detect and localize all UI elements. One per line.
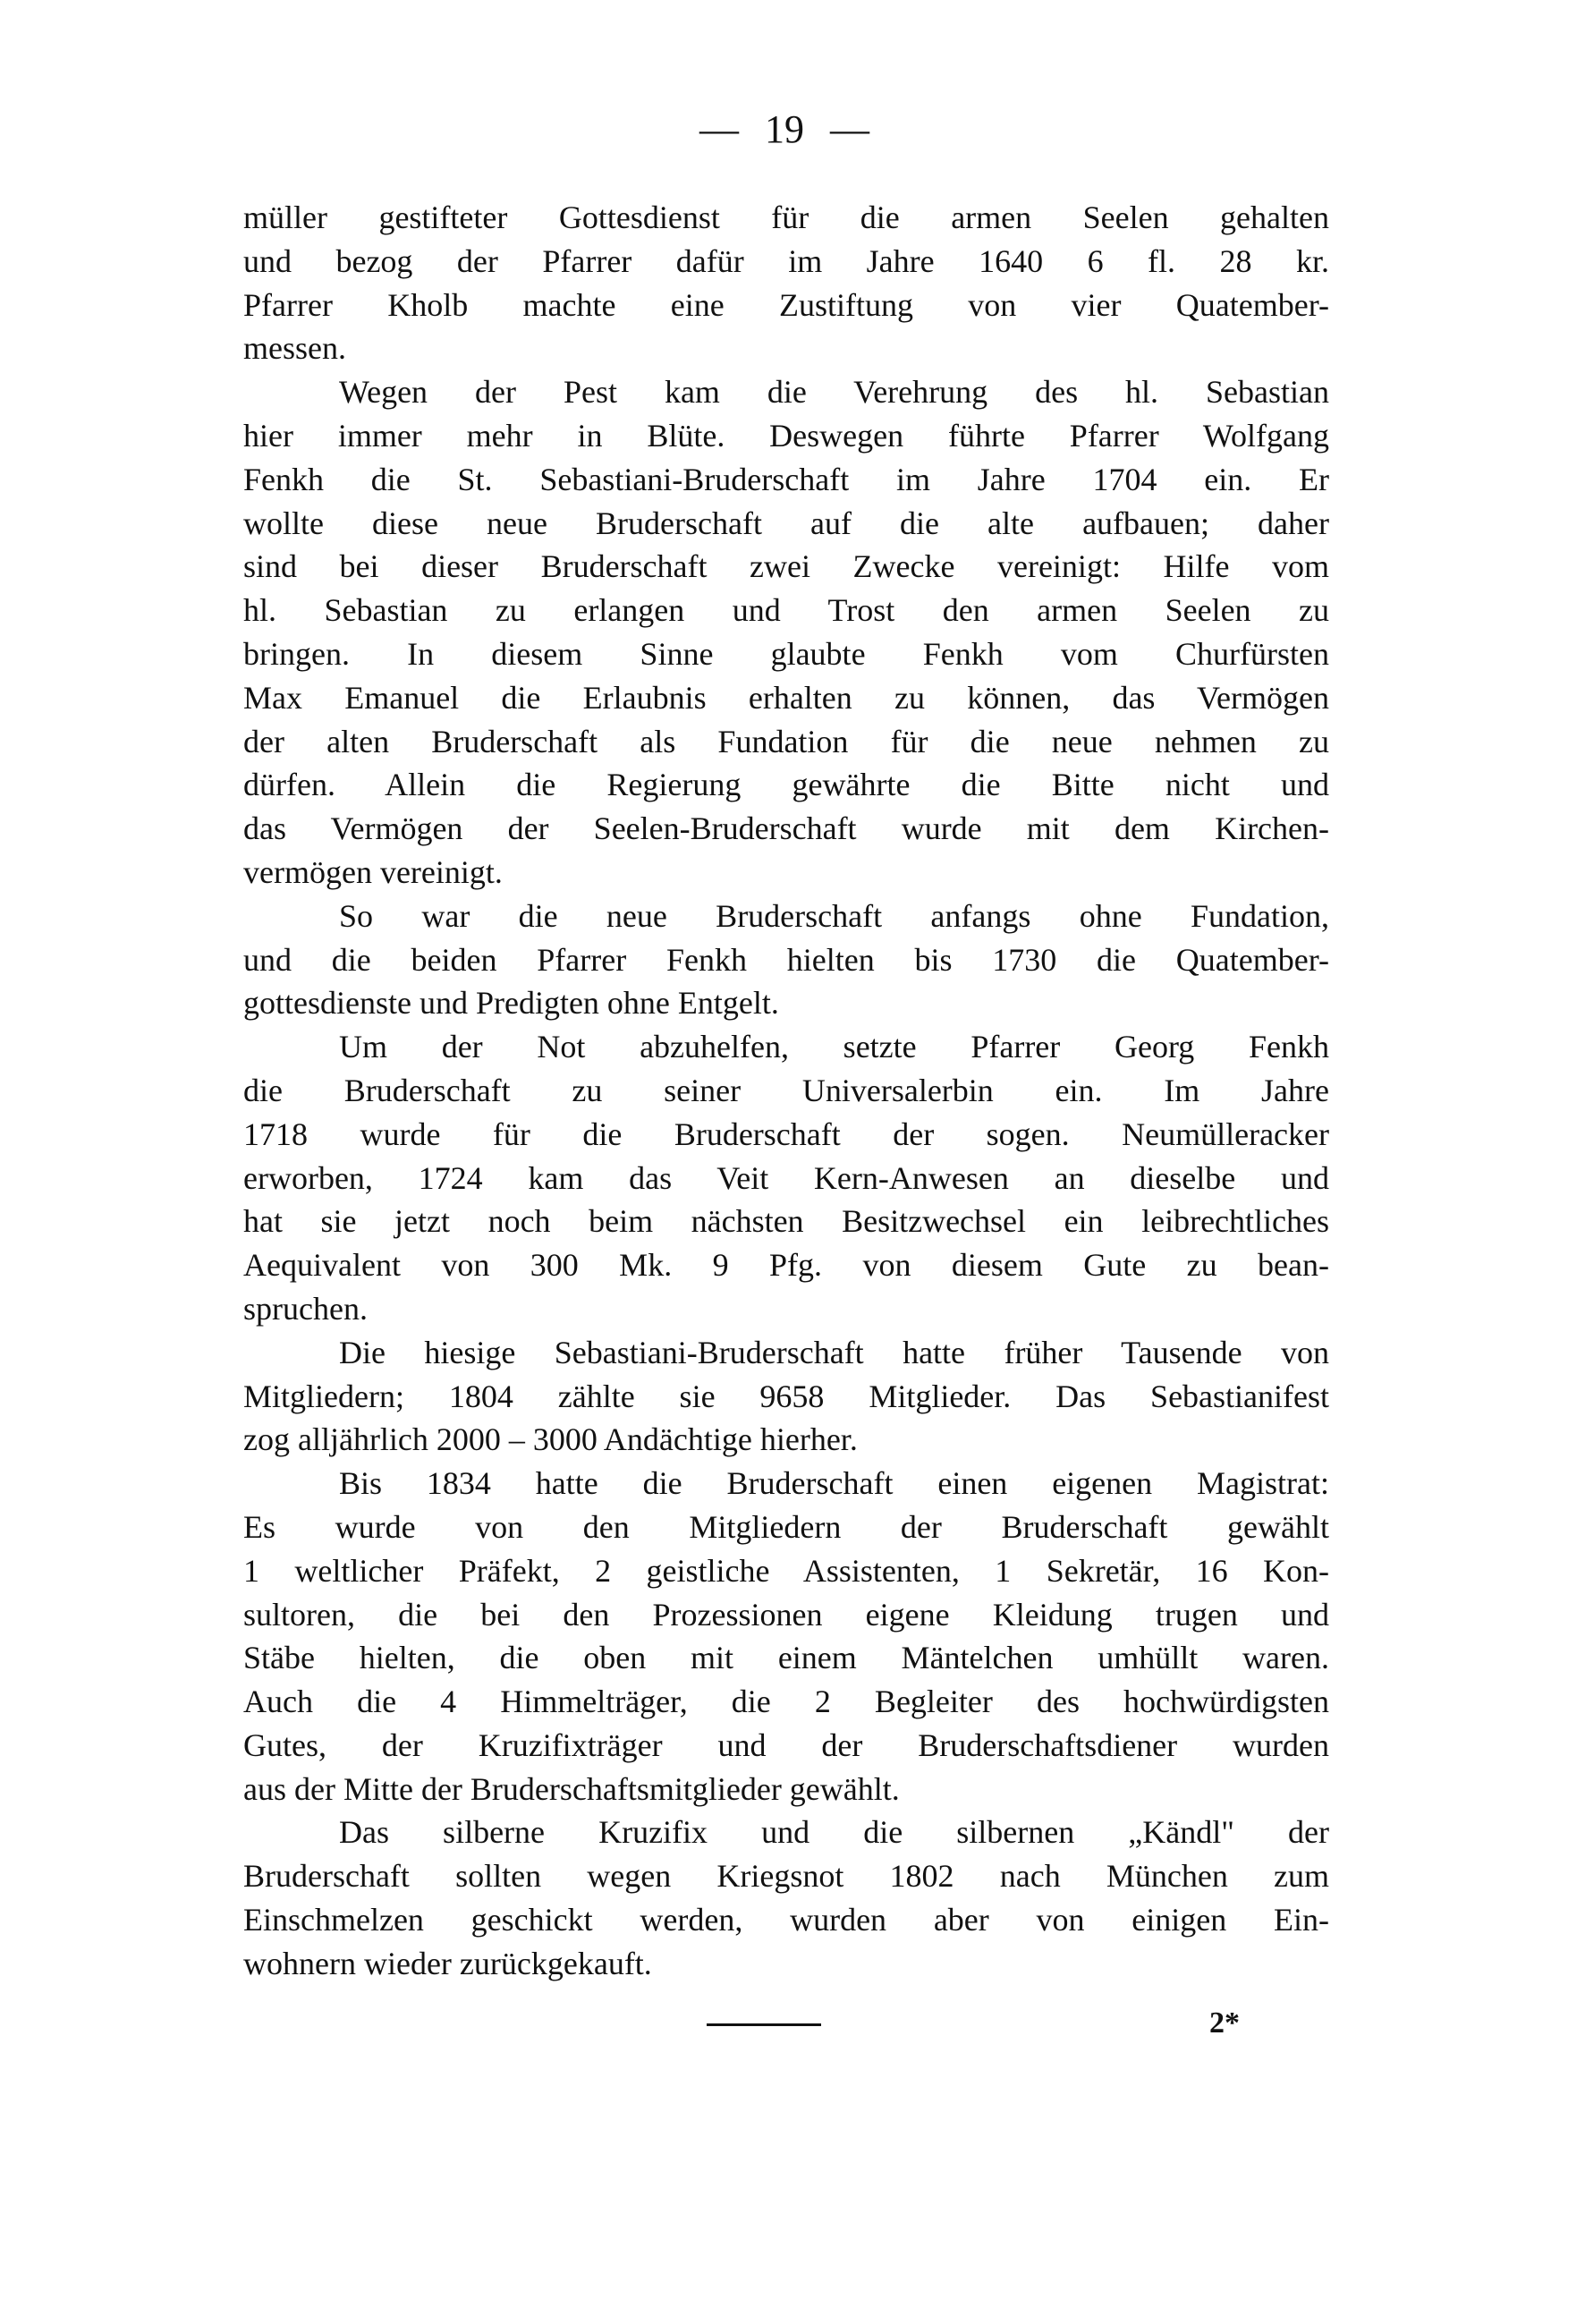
text-line: die Bruderschaft zu seiner Universalerbin ein. Im Jahre — [243, 1072, 1329, 1108]
text-line: erworben, 1724 kam das Veit Kern-Anwesen an dieselbe und — [243, 1159, 1329, 1196]
text-line: Bruderschaft sollten wegen Kriegsnot 1802 nach München zum — [243, 1858, 1329, 1895]
text-line: hl. Sebastian zu erlangen und Trost den armen Seelen zu — [243, 592, 1329, 629]
text-line: Um der Not abzuhelfen, setzte Pfarrer Georg Fenkh — [339, 1029, 1329, 1065]
text-line: Aequivalent von 300 Mk. 9 Pfg. von diesem Gute zu bean- — [243, 1247, 1329, 1284]
section-divider — [707, 2023, 821, 2026]
text-line: Stäbe hielten, die oben mit einem Mäntelchen umhüllt waren. — [243, 1640, 1329, 1676]
text-line: Pfarrer Kholb machte eine Zustiftung von vier Quatember- — [243, 286, 1329, 323]
text-line: 1718 wurde für die Bruderschaft der sogen. Neumülleracker — [243, 1115, 1329, 1152]
text-line: Auch die 4 Himmelträger, die 2 Begleiter des hochwürdigsten — [243, 1684, 1329, 1720]
text-line: der alten Bruderschaft als Fundation für die neue nehmen zu — [243, 723, 1329, 759]
text-line: messen. — [243, 330, 346, 367]
text-line: So war die neue Bruderschaft anfangs ohne Fundation, — [339, 897, 1329, 934]
text-line: sultoren, die bei den Prozessionen eigene Kleidung trugen und — [243, 1596, 1329, 1633]
text-line: und die beiden Pfarrer Fenkh hielten bis 1730 die Quatember- — [243, 941, 1329, 978]
paragraph — [243, 370, 1329, 895]
text-line: Das silberne Kruzifix und die silbernen „Kändl" der — [339, 1814, 1329, 1851]
text-line: Gutes, der Kruzifixträger und der Bruderschaftsdiener wurden — [243, 1726, 1329, 1763]
paragraph — [243, 895, 1329, 1025]
text-line: 1 weltlicher Präfekt, 2 geistliche Assistenten, 1 Sekretär, 16 Kon- — [243, 1552, 1329, 1589]
text-line: Max Emanuel die Erlaubnis erhalten zu können, das Vermögen — [243, 679, 1329, 716]
text-line: Bis 1834 hatte die Bruderschaft einen eigenen Magistrat: — [339, 1465, 1329, 1502]
paragraph — [243, 1331, 1329, 1462]
text-line: Einschmelzen geschickt werden, wurden aber von einigen Ein- — [243, 1902, 1329, 1938]
paragraph — [243, 196, 1329, 370]
text-line: dürfen. Allein die Regierung gewährte die Bitte nicht und — [243, 767, 1329, 803]
text-line: spruchen. — [243, 1290, 368, 1327]
text-line: bringen. In diesem Sinne glaubte Fenkh vom Churfürsten — [243, 635, 1329, 672]
paragraph — [243, 1811, 1329, 1985]
text-line: hat sie jetzt noch beim nächsten Besitzwechsel ein leibrechtliches — [243, 1203, 1329, 1240]
text-line: wohnern wieder zurückgekauft. — [243, 1945, 652, 1981]
text-line: Die hiesige Sebastiani-Bruderschaft hatte früher Tausende von — [339, 1334, 1329, 1370]
paragraph — [243, 1462, 1329, 1811]
text-line: Es wurde von den Mitgliedern der Bruderschaft gewählt — [243, 1508, 1329, 1545]
text-line: wollte diese neue Bruderschaft auf die alte aufbauen; daher — [243, 505, 1329, 541]
body-text — [243, 196, 1329, 1986]
text-line: Wegen der Pest kam die Verehrung des hl. Sebastian — [339, 374, 1329, 411]
text-line: müller gestifteter Gottesdienst für die armen Seelen gehalten — [243, 199, 1329, 235]
text-line: aus der Mitte der Bruderschaftsmitglieder gewählt. — [243, 1770, 900, 1807]
page-number: — 19 — — [699, 107, 869, 151]
text-line: Mitgliedern; 1804 zählte sie 9658 Mitglieder. Das Sebastianifest — [243, 1378, 1329, 1414]
text-line: sind bei dieser Bruderschaft zwei Zwecke vereinigt: Hilfe vom — [243, 548, 1329, 585]
text-line: hier immer mehr in Blüte. Deswegen führte Pfarrer Wolfgang — [243, 417, 1329, 454]
paragraph — [243, 1025, 1329, 1331]
text-line: gottesdienste und Predigten ohne Entgelt. — [243, 985, 779, 1022]
text-line: zog alljährlich 2000 – 3000 Andächtige hierher. — [243, 1421, 858, 1458]
text-line: und bezog der Pfarrer dafür im Jahre 1640 6 fl. 28 kr. — [243, 242, 1329, 279]
text-line: das Vermögen der Seelen-Bruderschaft wurde mit dem Kirchen- — [243, 810, 1329, 847]
text-line: Fenkh die St. Sebastiani-Bruderschaft im Jahre 1704 ein. Er — [243, 461, 1329, 497]
text-line: vermögen vereinigt. — [243, 853, 503, 890]
signature-mark: 2* — [1209, 2006, 1240, 2040]
